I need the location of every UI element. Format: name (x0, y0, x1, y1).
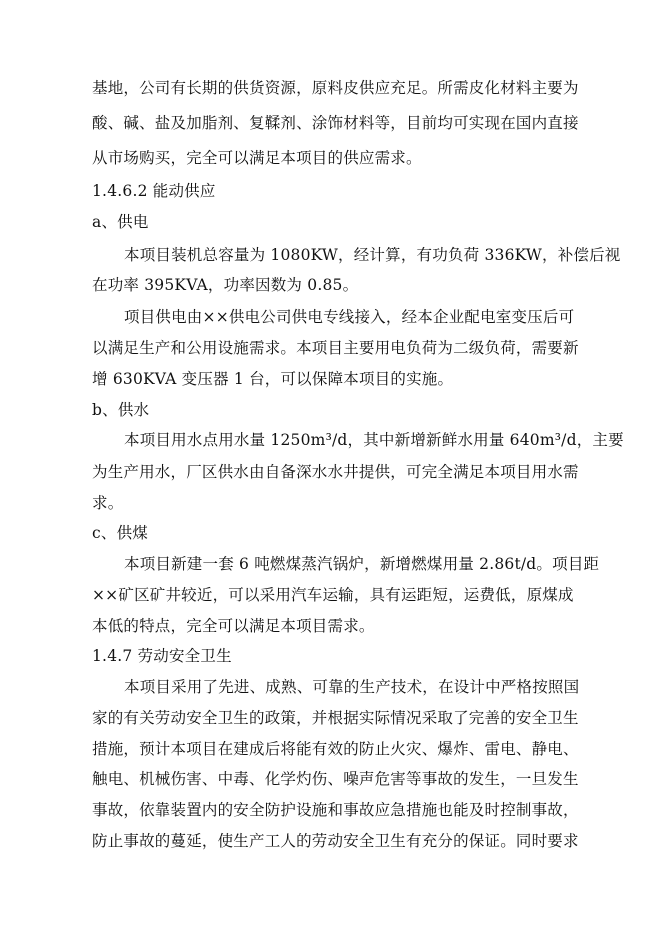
paragraph-line: 措施，预计本项目在建成后将能有效的防止火灾、爆炸、雷电、静电、 (92, 740, 579, 758)
section-heading: 1.4.6.2 能动供应 (92, 182, 216, 200)
paragraph-line: 酸、碱、盐及加脂剂、复鞣剂、涂饰材料等，目前均可实现在国内直接 (92, 114, 579, 132)
section-heading: 1.4.7 劳动安全卫生 (92, 647, 232, 665)
paragraph-line: 本项目装机总容量为 1080KW，经计算，有功负荷 336KW，补偿后视 (124, 246, 621, 264)
paragraph-line: 在功率 395KVA，功率因数为 0.85。 (92, 276, 359, 294)
paragraph-line: 本项目新建一套 6 吨燃煤蒸汽锅炉，新增燃煤用量 2.86t/d。项目距 (124, 555, 600, 573)
paragraph-line: 触电、机械伤害、中毒、化学灼伤、噪声危害等事故的发生，一旦发生 (92, 770, 579, 788)
paragraph-line: 事故，依靠装置内的安全防护设施和事故应急措施也能及时控制事故， (92, 801, 579, 819)
paragraph-line: 防止事故的蔓延，使生产工人的劳动安全卫生有充分的保证。同时要求 (92, 832, 579, 850)
paragraph-line: 家的有关劳动安全卫生的政策，并根据实际情况采取了完善的安全卫生 (92, 709, 579, 727)
paragraph-line: 本项目采用了先进、成熟、可靠的生产技术，在设计中严格按照国 (124, 678, 580, 696)
subsection-heading: c、供煤 (92, 524, 148, 542)
paragraph-line: 本低的特点，完全可以满足本项目需求。 (92, 617, 375, 635)
paragraph-line: 项目供电由××供电公司供电专线接入，经本企业配电室变压后可 (124, 308, 575, 326)
paragraph-line: 基地，公司有长期的供货资源，原料皮供应充足。所需皮化材料主要为 (92, 79, 579, 97)
paragraph-line: 以满足生产和公用设施需求。本项目主要用电负荷为二级负荷，需要新 (92, 339, 579, 357)
paragraph-line: 从市场购买，完全可以满足本项目的供应需求。 (92, 149, 422, 167)
paragraph-line: 为生产用水，厂区供水由自备深水水井提供，可完全满足本项目用水需 (92, 463, 579, 481)
paragraph-line: 增 630KVA 变压器 1 台，可以保障本项目的实施。 (92, 370, 454, 388)
subsection-heading: a、供电 (92, 213, 149, 231)
subsection-heading: b、供水 (92, 401, 150, 419)
paragraph-line: 本项目用水点用水量 1250m³/d，其中新增新鲜水用量 640m³/d，主要 (124, 431, 624, 449)
paragraph-line: 求。 (92, 494, 124, 512)
paragraph-line: ××矿区矿井较近，可以采用汽车运输，具有运距短，运费低，原煤成 (92, 586, 574, 604)
